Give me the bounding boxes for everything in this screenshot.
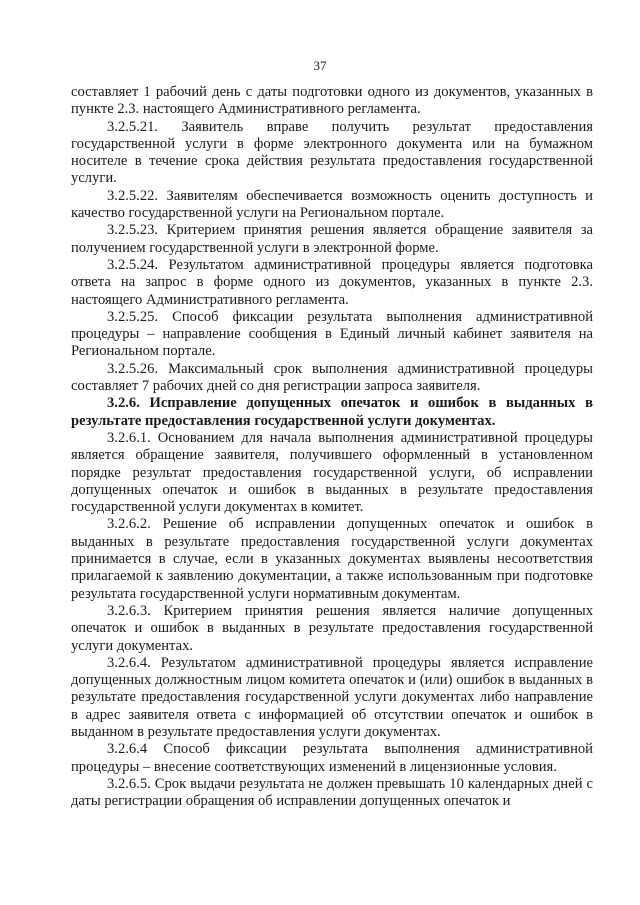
- page-number: 37: [313, 58, 327, 73]
- paragraph: 3.2.6.4 Способ фиксации результата выполнения административной процедуры – внесение соответствующих изменений в лицензионные условия.: [71, 741, 593, 775]
- document-body: [71, 84, 593, 810]
- paragraph: 3.2.5.21. Заявитель вправе получить результат предоставления государственной услуги в форме электронного документа или на бумажном носителе в течение срока действия результата предоставления государственной услуги.: [71, 118, 593, 187]
- paragraph: 3.2.5.26. Максимальный срок выполнения административной процедуры составляет 7 рабочих дней со дня регистрации запроса заявителя.: [71, 360, 593, 395]
- paragraph: 3.2.5.25. Способ фиксации результата выполнения административной процедуры – направление сообщения в Единый личный кабинет заявителя на Региональном портале.: [71, 308, 593, 360]
- paragraph: составляет 1 рабочий день с даты подготовки одного из документов, указанных в пункте 2.3. настоящего Административного регламента.: [71, 84, 593, 118]
- paragraph: 3.2.6.1. Основанием для начала выполнения административной процедуры является обращение заявителя, получившего оформленный в установленном порядке результат предоставления государственной услуги, об исправлении допущенных опечаток и ошибок в выданных в результате предоставления государственной услуги документах в комитет.: [71, 429, 593, 516]
- paragraph: 3.2.5.22. Заявителям обеспечивается возможность оценить доступность и качество государственной услуги на Региональном портале.: [71, 187, 593, 222]
- paragraph: 3.2.6.4. Результатом административной процедуры является исправление допущенных должностным лицом комитета опечаток и (или) ошибок в выданных в результате предоставления государственной услуги документах либо направление в адрес заявителя ответа с информацией об отсутствии опечаток и ошибок в выданном в результате предоставления услуги документах.: [71, 654, 593, 740]
- paragraph: 3.2.5.24. Результатом административной процедуры является подготовка ответа на запрос в форме одного из документов, указанных в пункте 2.3. настоящего Административного регламента.: [71, 256, 593, 308]
- paragraph: 3.2.6.5. Срок выдачи результата не должен превышать 10 календарных дней с даты регистрации обращения об исправлении допущенных опечаток и: [71, 775, 593, 810]
- paragraph: 3.2.6.3. Критерием принятия решения является наличие допущенных опечаток и ошибок в выданных в результате предоставления государственной услуги документах.: [71, 602, 593, 654]
- paragraph: 3.2.5.23. Критерием принятия решения является обращение заявителя за получением государственной услуги в электронной форме.: [71, 222, 593, 256]
- section-heading: 3.2.6. Исправление допущенных опечаток и ошибок в выданных в результате предоставления государственной услуги документах.: [71, 395, 593, 429]
- paragraph: 3.2.6.2. Решение об исправлении допущенных опечаток и ошибок в выданных в результате предоставления государственной услуги документах принимается в случае, если в указанных документах выявлены несоответствия прилагаемой к заявлению документации, а также использованным при подготовке результата государственной услуги нормативным документам.: [71, 516, 593, 602]
